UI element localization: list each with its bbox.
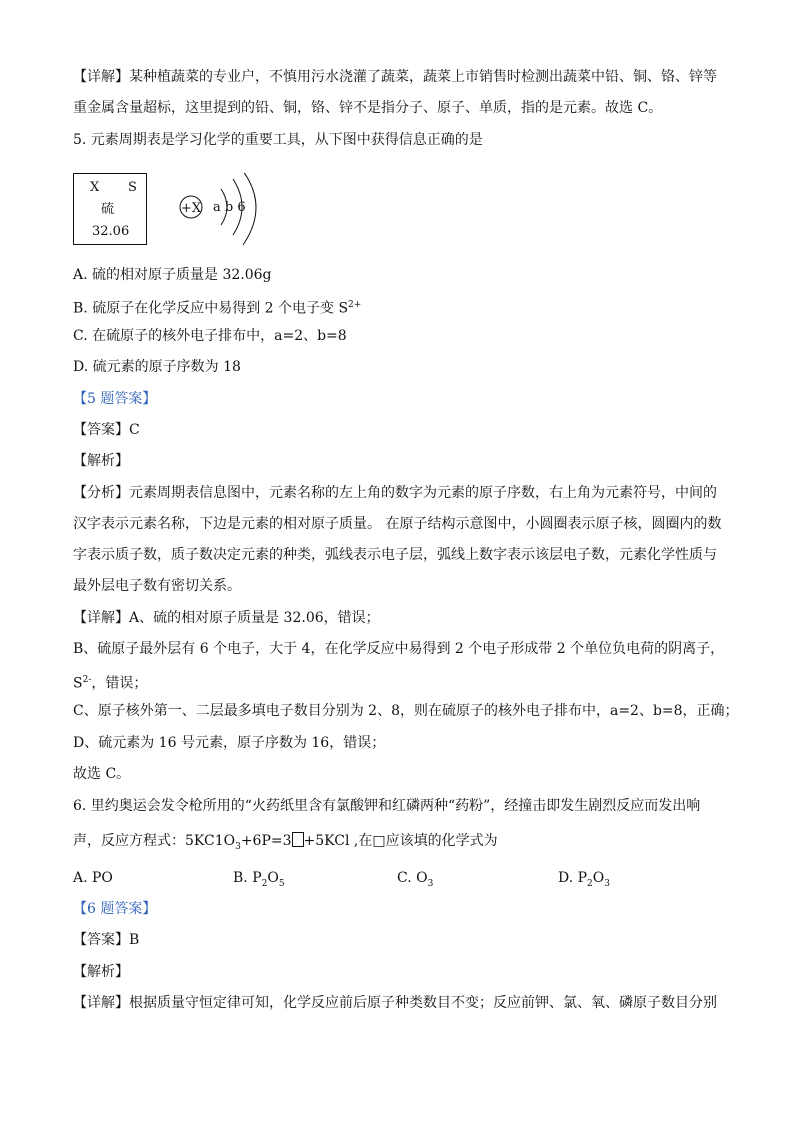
equation-term-3: +5KCl (303, 833, 350, 849)
q6-option-b-pre: B. P (233, 870, 262, 886)
q6-detail-line1: 【详解】根据质量守恒定律可知，化学反应前后原子种类数目不变；反应前钾、氯、氧、磷原子数目分别 (73, 995, 717, 1011)
nucleus-label: +X (180, 201, 202, 216)
q5-analysis-line3: 字表示质子数，质子数决定元素的种类，弧线表示电子层，弧线上数字表示该层电子数，元素化学性质与 (73, 547, 717, 563)
q6-answer: 【答案】B (73, 932, 140, 948)
cell-mass: 32.06 (92, 224, 130, 239)
q5-detail-line1: 【详解】A、硫的相对原子质量是 32.06，错误； (73, 610, 380, 626)
q5-analysis-line1: 【分析】元素周期表信息图中，元素名称的左上角的数字为元素的原子序数，右上角为元素符号，中间的 (73, 485, 717, 501)
q6-option-d (558, 868, 610, 894)
q6-option-b-sub1: 2 (261, 878, 268, 889)
q5-option-b-text: B. 硫原子在化学反应中易得到 2 个电子变 S (73, 300, 349, 317)
q6-option-a: A. PO (73, 870, 113, 886)
shell-electron-labels: a b 6 (213, 200, 246, 215)
equation-term-2: +6P=3 (240, 833, 292, 849)
q5-answer-header: 【5 题答案】 (73, 391, 157, 407)
q6-analysis-label: 【解析】 (73, 964, 129, 980)
q5-detail-line5: D、硫元素为 16 号元素，原子序数为 16，错误； (73, 735, 386, 751)
q6-stem-line2-pre: 声，反应方程式： (73, 833, 185, 849)
q6-stem-line2 (73, 831, 498, 851)
equation (185, 833, 350, 852)
q6-option-c (397, 868, 433, 894)
q5-analysis-line4: 最外层电子数有密切关系。 (73, 578, 241, 594)
q6-option-b (233, 868, 285, 894)
q6-stem-line1: 6. 里约奥运会发令枪所用的“火药纸里含有氯酸钾和红磷两种“药粉”，经撞击即发生剧烈反应而发出响 (73, 798, 701, 814)
q5-detail-line3 (73, 670, 147, 690)
cell-symbol: S (128, 180, 137, 195)
q6-option-d-sub2: 3 (604, 878, 610, 889)
q5-answer: 【答案】C (73, 422, 140, 438)
q6-option-d-sub1: 2 (587, 878, 593, 889)
q5-detail-line3-tail: ，错误； (91, 675, 148, 692)
q6-option-b-sub2: 5 (278, 878, 285, 889)
q5-option-d: D. 硫元素的原子序数为 18 (73, 359, 241, 375)
cell-name: 硫 (101, 202, 115, 217)
q5-stem: 5. 元素周期表是学习化学的重要工具，从下图中获得信息正确的是 (73, 132, 483, 148)
q5-detail-line4: C、原子核外第一、二层最多填电子数目分别为 2、8，则在硫原子的核外电子排布中，a=2、b=8，正确； (73, 703, 739, 719)
q5-option-b-charge: 2+ (348, 300, 362, 310)
q5-option-c: C. 在硫原子的核外电子排布中，a=2、b=8 (73, 328, 347, 344)
q4-detail-line2: 重金属含量超标，这里提到的铅、铜，铬、锌不是指分子、原子、单质，指的是元素。故选 C。 (73, 100, 663, 116)
equation-term-1-sub: 3 (235, 841, 241, 852)
q6-stem-line2-post: ,在□应该填的化学式为 (349, 833, 498, 849)
q5-detail-line2: B、硫原子最外层有 6 个电子，大于 4，在化学反应中易得到 2 个电子形成带 2 个单位负电荷的阴离子， (73, 641, 725, 657)
element-diagram (73, 173, 263, 251)
ion-charge: 2- (82, 675, 92, 685)
atom-structure-diagram (177, 173, 267, 251)
blank-box-icon (292, 832, 304, 847)
periodic-cell (73, 173, 147, 245)
cell-atomic-number: X (90, 180, 100, 195)
q6-option-d-pre: D. P (558, 870, 588, 886)
q5-analysis-line2: 汉字表示元素名称，下边是元素的相对原子质量。 在原子结构示意图中，小圆圈表示原子核，圆圈内的数 (73, 516, 722, 532)
q6-option-d-mid: O (592, 870, 605, 886)
q6-option-c-pre: C. O (397, 870, 428, 886)
q6-option-b-mid: O (267, 870, 279, 886)
q5-option-b (73, 295, 361, 315)
q6-answer-header: 【6 题答案】 (73, 901, 157, 917)
q6-option-c-sub: 3 (427, 878, 434, 889)
equation-term-1: 5KC1O (185, 833, 236, 849)
q5-option-a: A. 硫的相对原子质量是 32.06g (73, 267, 272, 283)
q4-detail-line1: 【详解】某种植蔬菜的专业户，不慎用污水浇灌了蔬菜，蔬菜上市销售时检测出蔬菜中铅、铜、铬、锌等 (73, 69, 717, 85)
q5-detail-line6: 故选 C。 (73, 766, 131, 782)
q5-analysis-label: 【解析】 (73, 453, 129, 469)
ion-symbol: S (73, 675, 83, 692)
